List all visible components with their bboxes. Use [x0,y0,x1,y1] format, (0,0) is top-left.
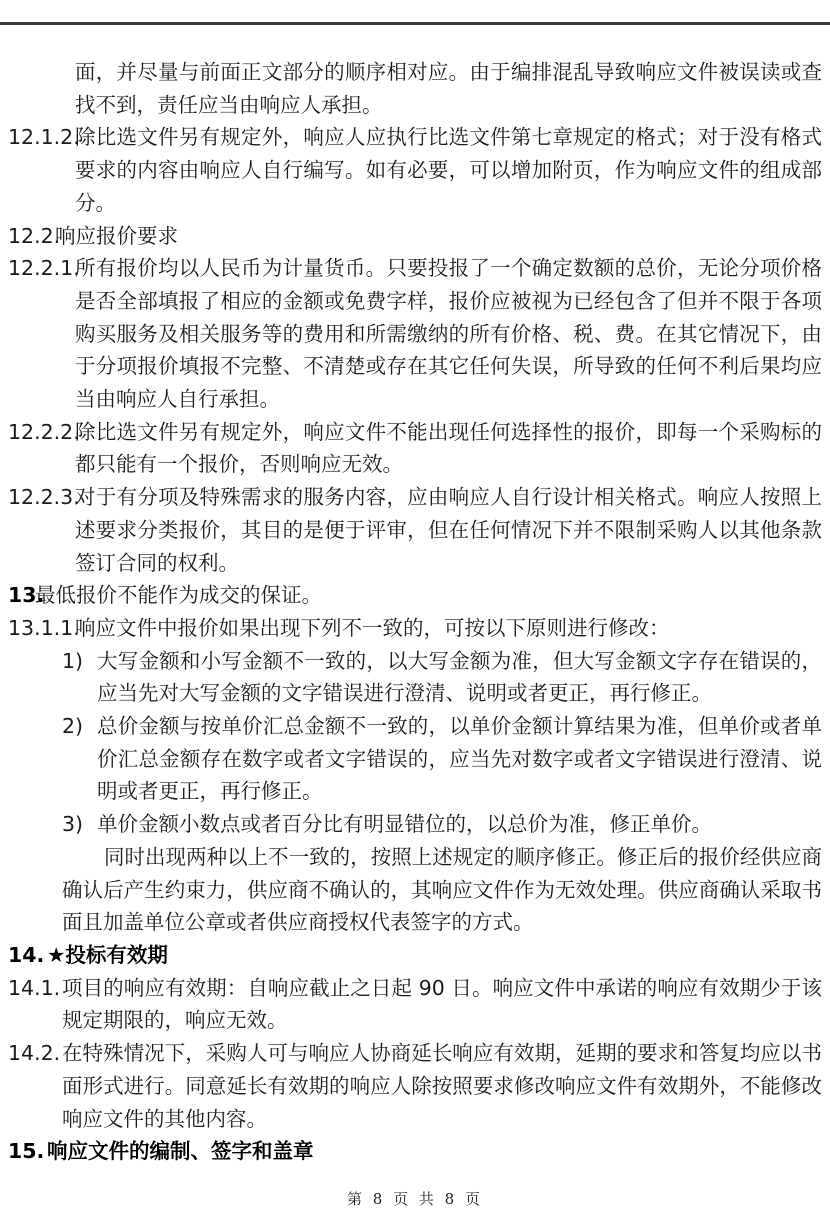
clause-12-2-2 [8,416,822,481]
clause-number: 12.2.3. [8,485,80,510]
subitem-number: 2) [62,714,84,739]
clause-text: 除比选文件另有规定外，响应人应执行比选文件第七章规定的格式；对于没有格式要求的内容由响应人自行编写。如有必要，可以增加附页，作为响应文件的组成部分。 [75,125,822,215]
subitem-text: 大写金额和小写金额不一致的，以大写金额为准，但大写金额文字存在错误的，应当先对大写金额的文字错误进行澄清、说明或者更正，再行修正。 [97,648,822,706]
subitem-3 [8,808,822,841]
clause-14-2 [8,1037,822,1135]
clause-number: 15. [8,1139,45,1164]
subitem-1 [8,645,822,710]
subitem-text: 单价金额小数点或者百分比有明显错位的，以总价为准，修正单价。 [97,812,712,837]
clause-13 [8,579,822,612]
clause-number: 12.2.2. [8,419,80,444]
clause-number: 14.1. [8,975,61,1000]
document-body [8,56,822,1168]
clause-text: 最低报价不能作为成交的保证。 [35,583,322,608]
clause-number: 14.2. [8,1041,61,1066]
clause-12-1-1-continuation [8,56,822,121]
clause-text: 项目的响应有效期：自响应截止之日起 90 日。响应文件中承诺的响应有效期少于该规定期限的，响应无效。 [62,975,822,1033]
clause-number: 12.1.2. [8,125,80,150]
heading-text: 响应文件的编制、签字和盖章 [47,1139,314,1164]
clause-text: 在特殊情况下，采购人可与响应人协商延长响应有效期，延期的要求和答复均应以书面形式进行。同意延长有效期的响应人除按照要求修改响应文件有效期外，不能修改响应文件的其他内容。 [62,1041,822,1131]
clause-12-2 [8,220,822,253]
subitem-number: 1) [62,648,84,673]
clause-number: 14. [8,942,45,967]
subitem-2 [8,710,822,808]
clause-text: 面，并尽量与前面正文部分的顺序相对应。由于编排混乱导致响应文件被误读或查找不到，责任应当由响应人承担。 [75,60,822,117]
heading-text: ★投标有效期 [47,942,168,967]
clause-text: 除比选文件另有规定外，响应文件不能出现任何选择性的报价，即每一个采购标的都只能有一个报价，否则响应无效。 [75,419,822,477]
clause-14-1 [8,972,822,1037]
clause-12-2-3 [8,481,822,579]
clause-number: 12.2.1. [8,256,80,281]
clause-13-1-1 [8,612,822,645]
heading-14 [8,939,822,972]
clause-number: 13.1.1. [8,615,80,640]
clause-text: 响应报价要求 [55,223,178,248]
clause-text: 响应文件中报价如果出现下列不一致的，可按以下原则进行修改： [75,615,670,640]
clause-13-closing-paragraph [8,841,822,939]
heading-15 [8,1135,822,1168]
subitem-number: 3) [62,812,84,837]
clause-12-1-2 [8,121,822,219]
subitem-text: 总价金额与按单价汇总金额不一致的，以单价金额计算结果为准，但单价或者单价汇总金额存在数字或者文字错误的，应当先对数字或者文字错误进行澄清、说明或者更正，再行修正。 [97,714,822,804]
clause-text: 同时出现两种以上不一致的，按照上述规定的顺序修正。修正后的报价经供应商确认后产生约束力，供应商不确认的，其响应文件作为无效处理。供应商确认采取书面且加盖单位公章或者供应商授权代表签字的方式。 [62,844,822,935]
page-footer: 第 8 页 共 8 页 [347,1190,483,1208]
clause-12-2-1 [8,252,822,416]
header-rule [0,22,830,25]
clause-text: 对于有分项及特殊需求的服务内容，应由响应人自行设计相关格式。响应人按照上述要求分类报价，其目的是便于评审，但在任何情况下并不限制采购人以其他条款签订合同的权利。 [75,485,822,575]
clause-number: 13. [8,583,45,608]
clause-number: 12.2. [8,223,61,248]
clause-text: 所有报价均以人民币为计量货币。只要投报了一个确定数额的总价，无论分项价格是否全部填报了相应的金额或免费字样，报价应被视为已经包含了但并不限于各项购买服务及相关服务等的费用和所需缴纳的所有价格、税、费。在其它情况下，由于分项报价填报不完整、不清楚或存在其它任何失误，所导致的任何不利后果均应当由响应人自行承担。 [75,256,822,412]
